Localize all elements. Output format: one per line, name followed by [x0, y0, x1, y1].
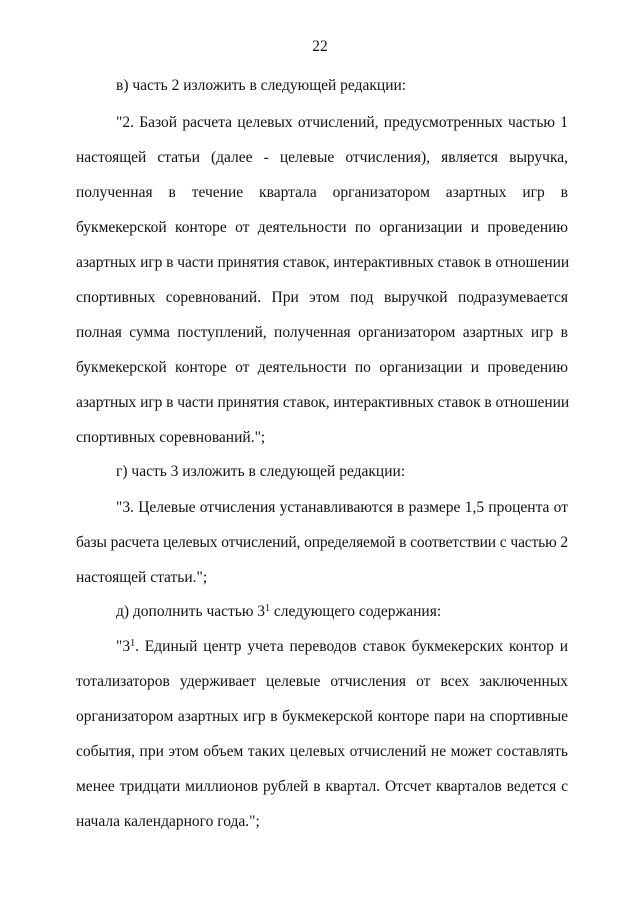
paragraph-line: начала календарного года."; [76, 813, 260, 830]
paragraph-line: события, при этом объем таких целевых отчислений не может составлять [76, 743, 568, 760]
paragraph-line: настоящей статьи (далее - целевые отчисления), является выручка, [76, 149, 568, 166]
page-number: 22 [312, 38, 328, 55]
paragraph-line: "3. Целевые отчисления устанавливаются в размере 1,5 процента от [116, 499, 568, 516]
paragraph-line: тотализаторов удерживает целевые отчисления от всех заключенных [76, 673, 568, 690]
line-text: следующего содержания: [270, 603, 442, 620]
paragraph-line: букмекерской конторе от деятельности по организации и проведению [76, 359, 568, 376]
superscript: 1 [265, 603, 271, 614]
paragraph-line: азартных игр в части принятия ставок, интерактивных ставок в отношении [76, 394, 570, 411]
line-text: "3 [116, 638, 131, 655]
paragraph-line: азартных игр в части принятия ставок, интерактивных ставок в отношении [76, 254, 570, 271]
paragraph-line: спортивных соревнований. При этом под выручкой подразумевается [76, 289, 568, 306]
paragraph-line: букмекерской конторе от деятельности по организации и проведению [76, 219, 568, 236]
paragraph-line [116, 637, 568, 657]
paragraph-line: спортивных соревнований."; [76, 429, 266, 446]
paragraph-line: в) часть 2 изложить в следующей редакции: [116, 77, 407, 94]
paragraph-line: настоящей статьи."; [76, 569, 208, 586]
paragraph-line: организатором азартных игр в букмекерской конторе пари на спортивные [76, 708, 568, 725]
paragraph-line: базы расчета целевых отчислений, определяемой в соответствии с частью 2 [76, 534, 568, 551]
superscript: 1 [130, 638, 136, 649]
line-text: д) дополнить частью 3 [116, 603, 266, 620]
paragraph-line: "2. Базой расчета целевых отчислений, предусмотренных частью 1 [116, 114, 568, 131]
paragraph-line: полная сумма поступлений, полученная организатором азартных игр в [76, 324, 568, 341]
paragraph-line: полученная в течение квартала организатором азартных игр в [76, 184, 568, 201]
paragraph-line: г) часть 3 изложить в следующей редакции: [116, 463, 406, 480]
line-text: . Единый центр учета переводов ставок букмекерских контор и [135, 638, 568, 655]
paragraph-line: менее тридцати миллионов рублей в квартал. Отсчет кварталов ведется с [76, 778, 568, 795]
paragraph-line [116, 602, 568, 622]
